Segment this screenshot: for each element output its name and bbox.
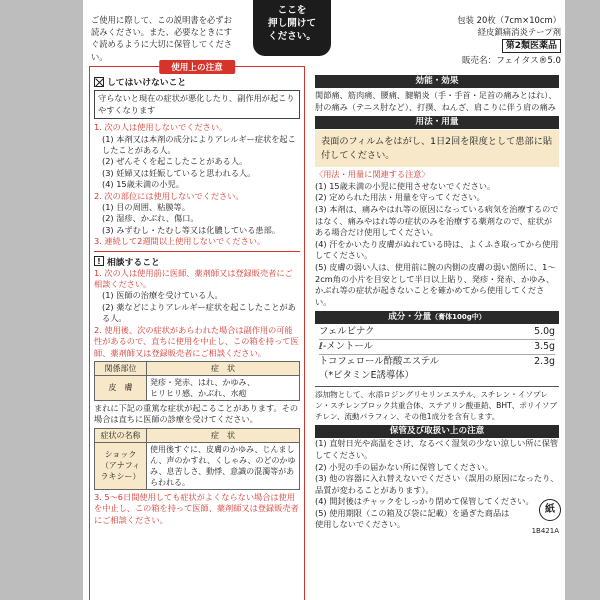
info-column: [315, 75, 559, 536]
ingredient-row: [319, 340, 555, 355]
ingredient-amount: 2.3g: [534, 356, 555, 368]
ingredient-note: （*ビタミンE誘導体）: [319, 370, 414, 382]
ingredients-header: [315, 311, 559, 324]
table-cell: 皮 膚: [95, 375, 147, 400]
ingredient-name: フェルビナク: [319, 326, 375, 338]
dont-item: 1. 次の人は使用しないでください。: [94, 122, 228, 133]
effect-name: ラキシー）: [100, 472, 141, 482]
usage-item: (5) 皮膚の弱い人は、使用前に腕の内側の皮膚の弱い箇所に、1〜2cm角の小片を目安として半日以上貼り、発疹・発赤、かゆみ、かぶれ等の症状が起きないことを確かめてから使用してください。: [315, 261, 556, 307]
dont-item: (3) 妊婦又は妊娠していると思われる人。: [102, 167, 256, 178]
open-tab-line1: ここを: [277, 5, 307, 16]
top-note: ご使用に際して、この説明書を必ずお読みください。また、必要なときにすぐ読めるように大切に保管してください。: [91, 15, 233, 62]
table-header: 症 状: [147, 361, 300, 375]
brand-name: 販売名：フェイタス®5.0: [461, 56, 561, 66]
dont-item: 3. 連続して2週間以上使用しないでください。: [94, 236, 266, 247]
table-cell: [95, 442, 147, 489]
storage-item: (2) 小児の手の届かない所に保管してください。: [315, 461, 493, 472]
dont-item: (1) 目の周囲、粘膜等。: [102, 202, 190, 213]
dont-item: (2) ぜんそくを起こしたことがある人。: [102, 156, 248, 167]
table-cell: [147, 375, 300, 400]
usage-item: (4) 汗をかいたり皮膚がぬれている時は、よくふき取ってから使用してください。: [315, 238, 559, 261]
effect-name: （アナフィ: [100, 461, 141, 471]
dont-title: [94, 75, 300, 88]
storage-item: (1) 直射日光や高温をさけ、なるべく湿気の少ない涼しい所に保管してください。: [315, 438, 559, 460]
divider: [315, 386, 559, 387]
consult-title-text: 相談すること: [107, 257, 160, 268]
drug-class-badge: 第2類医薬品: [502, 39, 561, 53]
table-header: 関係部位: [95, 361, 147, 375]
side-effect-table: [94, 361, 300, 401]
consult-item: 1. 次の人は使用前に医師、薬剤師又は登録販売者にご相談ください。: [94, 267, 293, 290]
symptom-line: 発疹・発赤、はれ、かゆみ、: [150, 377, 255, 387]
effect-name: ショック: [104, 450, 137, 460]
storage-item: (5) 使用期限（この箱及び袋に記載）を過ぎた商品は使用しないでください。: [315, 507, 510, 530]
ingredient-row: [319, 325, 555, 340]
dont-item: (1) 本剤又は本剤の成分によりアレルギー症状を起こしたことがある人。: [102, 133, 296, 155]
usage-item: (2) 定められた用法・用量を守ってください。: [315, 192, 485, 203]
ingredient-name: ℓ-メントール: [319, 341, 373, 353]
dont-item: (3) みずむし・たむし等又は化膿している患部。: [102, 224, 280, 235]
consult-item: 2. 使用後、次の症状があらわれた場合は副作用の可能性があるので、直ちに使用を中止し、この箱を持って医師、薬剤師又は登録販売者にご相談ください。: [94, 324, 299, 358]
ingredient-amount: 5.0g: [534, 326, 555, 338]
dont-intro: 守らないと現在の症状が悪化したり、副作用が起こりやすくなります: [94, 90, 300, 119]
product-type: 経皮鎮痛消炎テープ剤: [477, 27, 561, 37]
backdrop-left: [0, 0, 83, 600]
open-tab-line2: 押し開けて: [268, 18, 316, 29]
dont-item: (2) 湿疹、かぶれ、傷口。: [102, 213, 199, 224]
ingredients-header-text: 成分・分量: [388, 312, 432, 323]
table-header: 症 状: [147, 428, 300, 442]
storage-item: (4) 開封後はチャックをしっかり閉めて保管してください。: [315, 496, 534, 507]
table-header: 症状の名称: [95, 428, 147, 442]
storage-item: (3) 他の容器に入れ替えないでください（誤用の原因になったり、品質が変わることがあります）。: [315, 473, 559, 495]
usage-item: (3) 本剤は、痛みやはれ等の原因になっている病気を治療するのではなく、痛みやはれ等の症状のみを治療する薬剤なので、症状がある場合だけ使用してください。: [315, 203, 559, 238]
consult-item: (1) 医師の治療を受けている人。: [102, 290, 223, 301]
dont-item: 2. 次の部位には使用しないでください。: [94, 190, 244, 201]
usage-related-title: 〈用法・用量に関連する注意〉: [315, 169, 430, 180]
efficacy-header: 効能・効果: [315, 75, 559, 88]
warning-icon: !: [94, 256, 104, 266]
consult-item: (2) 薬などによりアレルギー症状を起こしたことがある人。: [102, 301, 296, 324]
package-size: 包装 20枚（7cm×10cm）: [457, 15, 561, 25]
open-tab-line3: ください。: [268, 31, 316, 42]
dont-title-text: してはいけないこと: [107, 78, 187, 88]
product-code: 1B421A: [531, 527, 559, 536]
efficacy-text: 関節痛、筋肉痛、腰痛、腱鞘炎（手・手首・足首の痛みとはれ）、肘の痛み（テニス肘など）、打撲、ねんざ、肩こりに伴う肩の痛み: [315, 90, 557, 112]
package-insert: [83, 0, 565, 600]
ingredient-name: トコフェロール酢酸エステル: [319, 356, 440, 368]
ingredients-header-note: （膏体100g中）: [431, 313, 486, 322]
consult-title: [94, 255, 300, 268]
table-cell: 使用後すぐに、皮膚のかゆみ、じんましん、声のかすれ、くしゃみ、のどのかゆみ、息苦しさ、動悸、意識の混濁等があらわれる。: [147, 442, 300, 489]
caution-header: 使用上の注意: [159, 60, 235, 74]
storage-header: 保管及び取扱い上の注意: [315, 425, 559, 438]
ingredient-amount: 3.5g: [534, 341, 555, 353]
serious-effect-table: [94, 428, 300, 490]
ingredient-row: [319, 355, 555, 369]
prohibit-icon: [94, 77, 104, 87]
ingredients-list: [315, 324, 559, 384]
symptom-line: ヒリヒリ感、かぶれ、水疱: [150, 388, 247, 398]
dont-item: (4) 15歳未満の小児。: [102, 179, 184, 190]
usage-text: 表面のフィルムをはがし、1日2回を限度として患部に貼付してください。: [315, 130, 559, 167]
additives-text: 添加物として、水添ロジングリセリンエステル、スチレン・イソプレン・スチレンブロック共重合体、ステアリン酸亜鉛、BHT、ポリイソブチレン、流動パラフィン、その他1成分を含有します。: [315, 390, 558, 422]
usage-header: 用法・用量: [315, 116, 559, 129]
paper-recycle-icon: 紙: [539, 499, 561, 521]
package-info: [341, 14, 561, 67]
rare-note: まれに下記の重篤な症状が起こることがあります。その場合は直ちに医師の診療を受けてください。: [94, 402, 299, 425]
recycle-mark: [539, 499, 561, 521]
open-tab[interactable]: [253, 0, 331, 56]
consult-item: 3. 5〜6日間使用しても症状がよくならない場合は使用を中止し、この箱を持って医師、薬剤師又は登録販売者にご相談ください。: [94, 491, 299, 525]
backdrop-right: [565, 0, 600, 600]
usage-item: (1) 15歳未満の小児に使用させないでください。: [315, 180, 496, 191]
caution-section: [89, 63, 305, 600]
